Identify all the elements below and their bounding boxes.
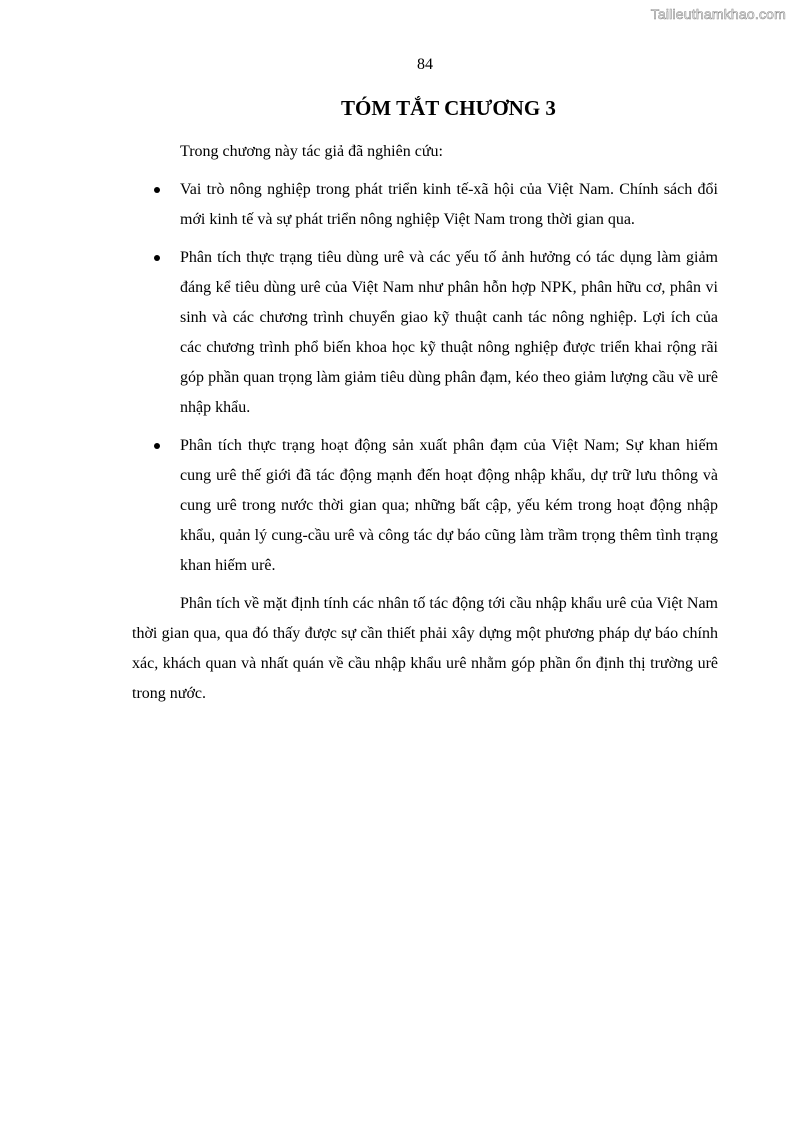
bullet-icon (154, 255, 160, 261)
bullet-text: Phân tích thực trạng hoạt động sản xuất phân đạm của Việt Nam; Sự khan hiếm cung urê thế giới đã tác động mạnh đến hoạt động nhập khẩu, dự trữ lưu thông và cung urê trong nước thời gian qua; những bất cập, yếu kém trong hoạt động nhập khẩu, quản lý cung-cầu urê và công tác dự báo cũng làm trầm trọng thêm tình trạng khan hiếm urê. (180, 437, 718, 574)
document-body (132, 137, 718, 709)
summary-bullet-list (132, 175, 718, 581)
watermark: Tailieuthamkhao.com (650, 6, 786, 22)
conclusion-paragraph: Phân tích về mặt định tính các nhân tố tác động tới cầu nhập khẩu urê của Việt Nam thời gian qua, qua đó thấy được sự cần thiết phải xây dựng một phương pháp dự báo chính xác, khách quan và nhất quán về cầu nhập khẩu urê nhằm góp phần ổn định thị trường urê trong nước. (132, 595, 718, 702)
bullet-item (132, 175, 718, 235)
bullet-item (132, 243, 718, 423)
bullet-text: Phân tích thực trạng tiêu dùng urê và các yếu tố ảnh hưởng có tác dụng làm giảm đáng kể tiêu dùng urê của Việt Nam như phân hỗn hợp NPK, phân hữu cơ, phân vi sinh và các chương trình chuyển giao kỹ thuật canh tác nông nghiệp. Lợi ích của các chương trình phổ biến khoa học kỹ thuật nông nghiệp được triển khai rộng rãi góp phần quan trọng làm giảm tiêu dùng phân đạm, kéo theo giảm lượng cầu về urê nhập khẩu. (180, 249, 718, 416)
page-number: 84 (417, 56, 433, 73)
intro-paragraph: Trong chương này tác giả đã nghiên cứu: (180, 143, 443, 160)
bullet-icon (154, 443, 160, 449)
chapter-summary-title: TÓM TẮT CHƯƠNG 3 (341, 96, 556, 120)
bullet-text: Vai trò nông nghiệp trong phát triển kinh tế-xã hội của Việt Nam. Chính sách đổi mới kinh tế và sự phát triển nông nghiệp Việt Nam trong thời gian qua. (180, 181, 718, 228)
bullet-icon (154, 187, 160, 193)
bullet-item (132, 431, 718, 581)
